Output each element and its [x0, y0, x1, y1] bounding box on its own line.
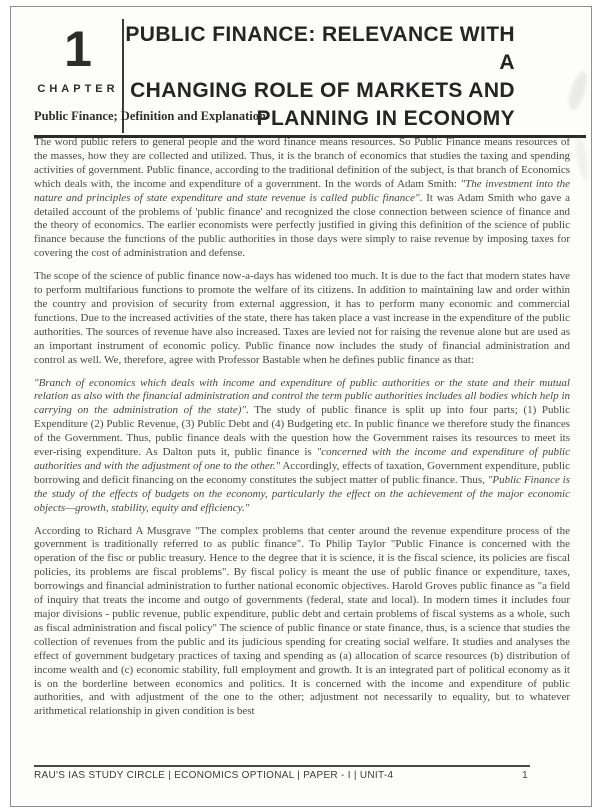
page-number: 1 — [522, 770, 528, 781]
scan-artifact — [573, 134, 591, 181]
chapter-title-line-1: PUBLIC FINANCE: RELEVANCE WITH A — [125, 23, 515, 74]
chapter-title-line-2: CHANGING ROLE OF MARKETS AND — [130, 79, 515, 102]
body-paragraphs — [34, 136, 570, 719]
footer-source-line: RAU'S IAS STUDY CIRCLE | ECONOMICS OPTIONAL | PAPER - I | UNIT-4 — [34, 770, 394, 781]
chapter-number: 1 — [64, 21, 92, 77]
chapter-label: CHAPTER — [37, 83, 119, 95]
chapter-title-line-3: PLANNING IN ECONOMY — [256, 107, 515, 130]
paragraph: According to Richard A Musgrave "The complex problems that center around the revenue expenditure process of the government is traditionally referred to as public finance". To Philip Taylor "Public Finance is concerned with the operation of the fisc or public treasury. Hence to the degree that it is science, it is the fiscal science, its policies are fiscal policies, its problems are fiscal problems". By fiscal policy is meant the use of public finance or expenditure, taxes, borrowings and financial administration to further national economic objectives. Harold Groves public finance as "a field of inquiry that treats the income and outgo of governments (federal, state and local). In modern times it includes four major divisions - public revenue, public expenditure, public debt and certain problems of fiscal systems as a whole, such as fiscal administration and fiscal policy" The science of public finance or state finance, thus, is a science that studies the collection of revenues from the public and its judicious spending for creating social welfare. It studies and analyses the effect of government budgetary practices of taxing and spending as (a) allocation of scarce resources (b) distribution of income wealth and (c) economic stability, full employment and growth. It is an integrated part of political economy as it is on the borderline between economics and politics. It is concerned with the income and expenditure of public authorities, and with adjustment of the one to the other; adjustment not necessarily to equality, but to whatever arithmetical relationship in given condition is best — [34, 524, 570, 718]
paragraph: The word public refers to general people and the word finance means resources. So Public Finance means resources of the masses, how they are collected and utilized. Thus, it is the branch of economics that studies the taxing and spending activities of government. Public finance, according to the traditional definition of the subject, is that branch of Economics which deals with, the income and expenditure of a government. In the words of Adam Smith: "The investment into the nature and principles of state expenditure and state revenue is called public finance". It was Adam Smith who gave a detailed account of the problems of 'public finance' and recognized the close connection between science of finance and the theory of economics. The earlier economists were perfectly justified in giving this definition of the science of public finance because the functions of the public authorities in those days were simply to raise revenue by imposing taxes for covering the cost of administration and defense. — [34, 136, 570, 260]
page-footer — [34, 765, 530, 781]
document-page — [10, 6, 592, 807]
paragraph: "Branch of economics which deals with income and expenditure of public authorities or the state and their mutual relation as also with the financial administration and control the term public authorities includes all bodies which help in carrying on the administration of the state)". The study of public finance is split up into four parts; (1) Public Expenditure (2) Public Revenue, (3) Public Debt and (4) Budgeting etc. In public finance we therefore study the finances of the Government. Thus, public finance deals with the question how the Government raises its resources to meet its ever-rising expenditure. As Dalton puts it, public finance is "concerned with the income and expenditure of public authorities and with the adjustment of one to the other." Accordingly, effects of taxation, Government expenditure, public borrowing and deficit financing on the economy constitutes the subject matter of public finance. Thus, "Public Finance is the study of the effects of budgets on the economy, particularly the effect on the achievement of the major economic objects—growth, stability, equity and efficiency." — [34, 376, 570, 514]
paragraph: The scope of the science of public finance now-a-days has widened too much. It is due to the fact that modern states have to perform multifarious functions to promote the welfare of its citizens. In addition to maintaining law and order within the country and provision of security from external aggression, it has to perform many economic and commercial functions. Due to the increased activities of the state, there has taken place a vast increase in the expenditure of the public authorities. The sources of revenue have also increased. Taxes are levied not for raising the revenue alone but are used as an important instrument of economic policy. Public finance now includes the study of financial administration and control as well. We, therefore, agree with Professor Bastable when he defines public finance as that: — [34, 270, 570, 366]
page-body — [34, 109, 570, 751]
section-heading: Public Finance; Definition and Explanation — [34, 109, 266, 123]
